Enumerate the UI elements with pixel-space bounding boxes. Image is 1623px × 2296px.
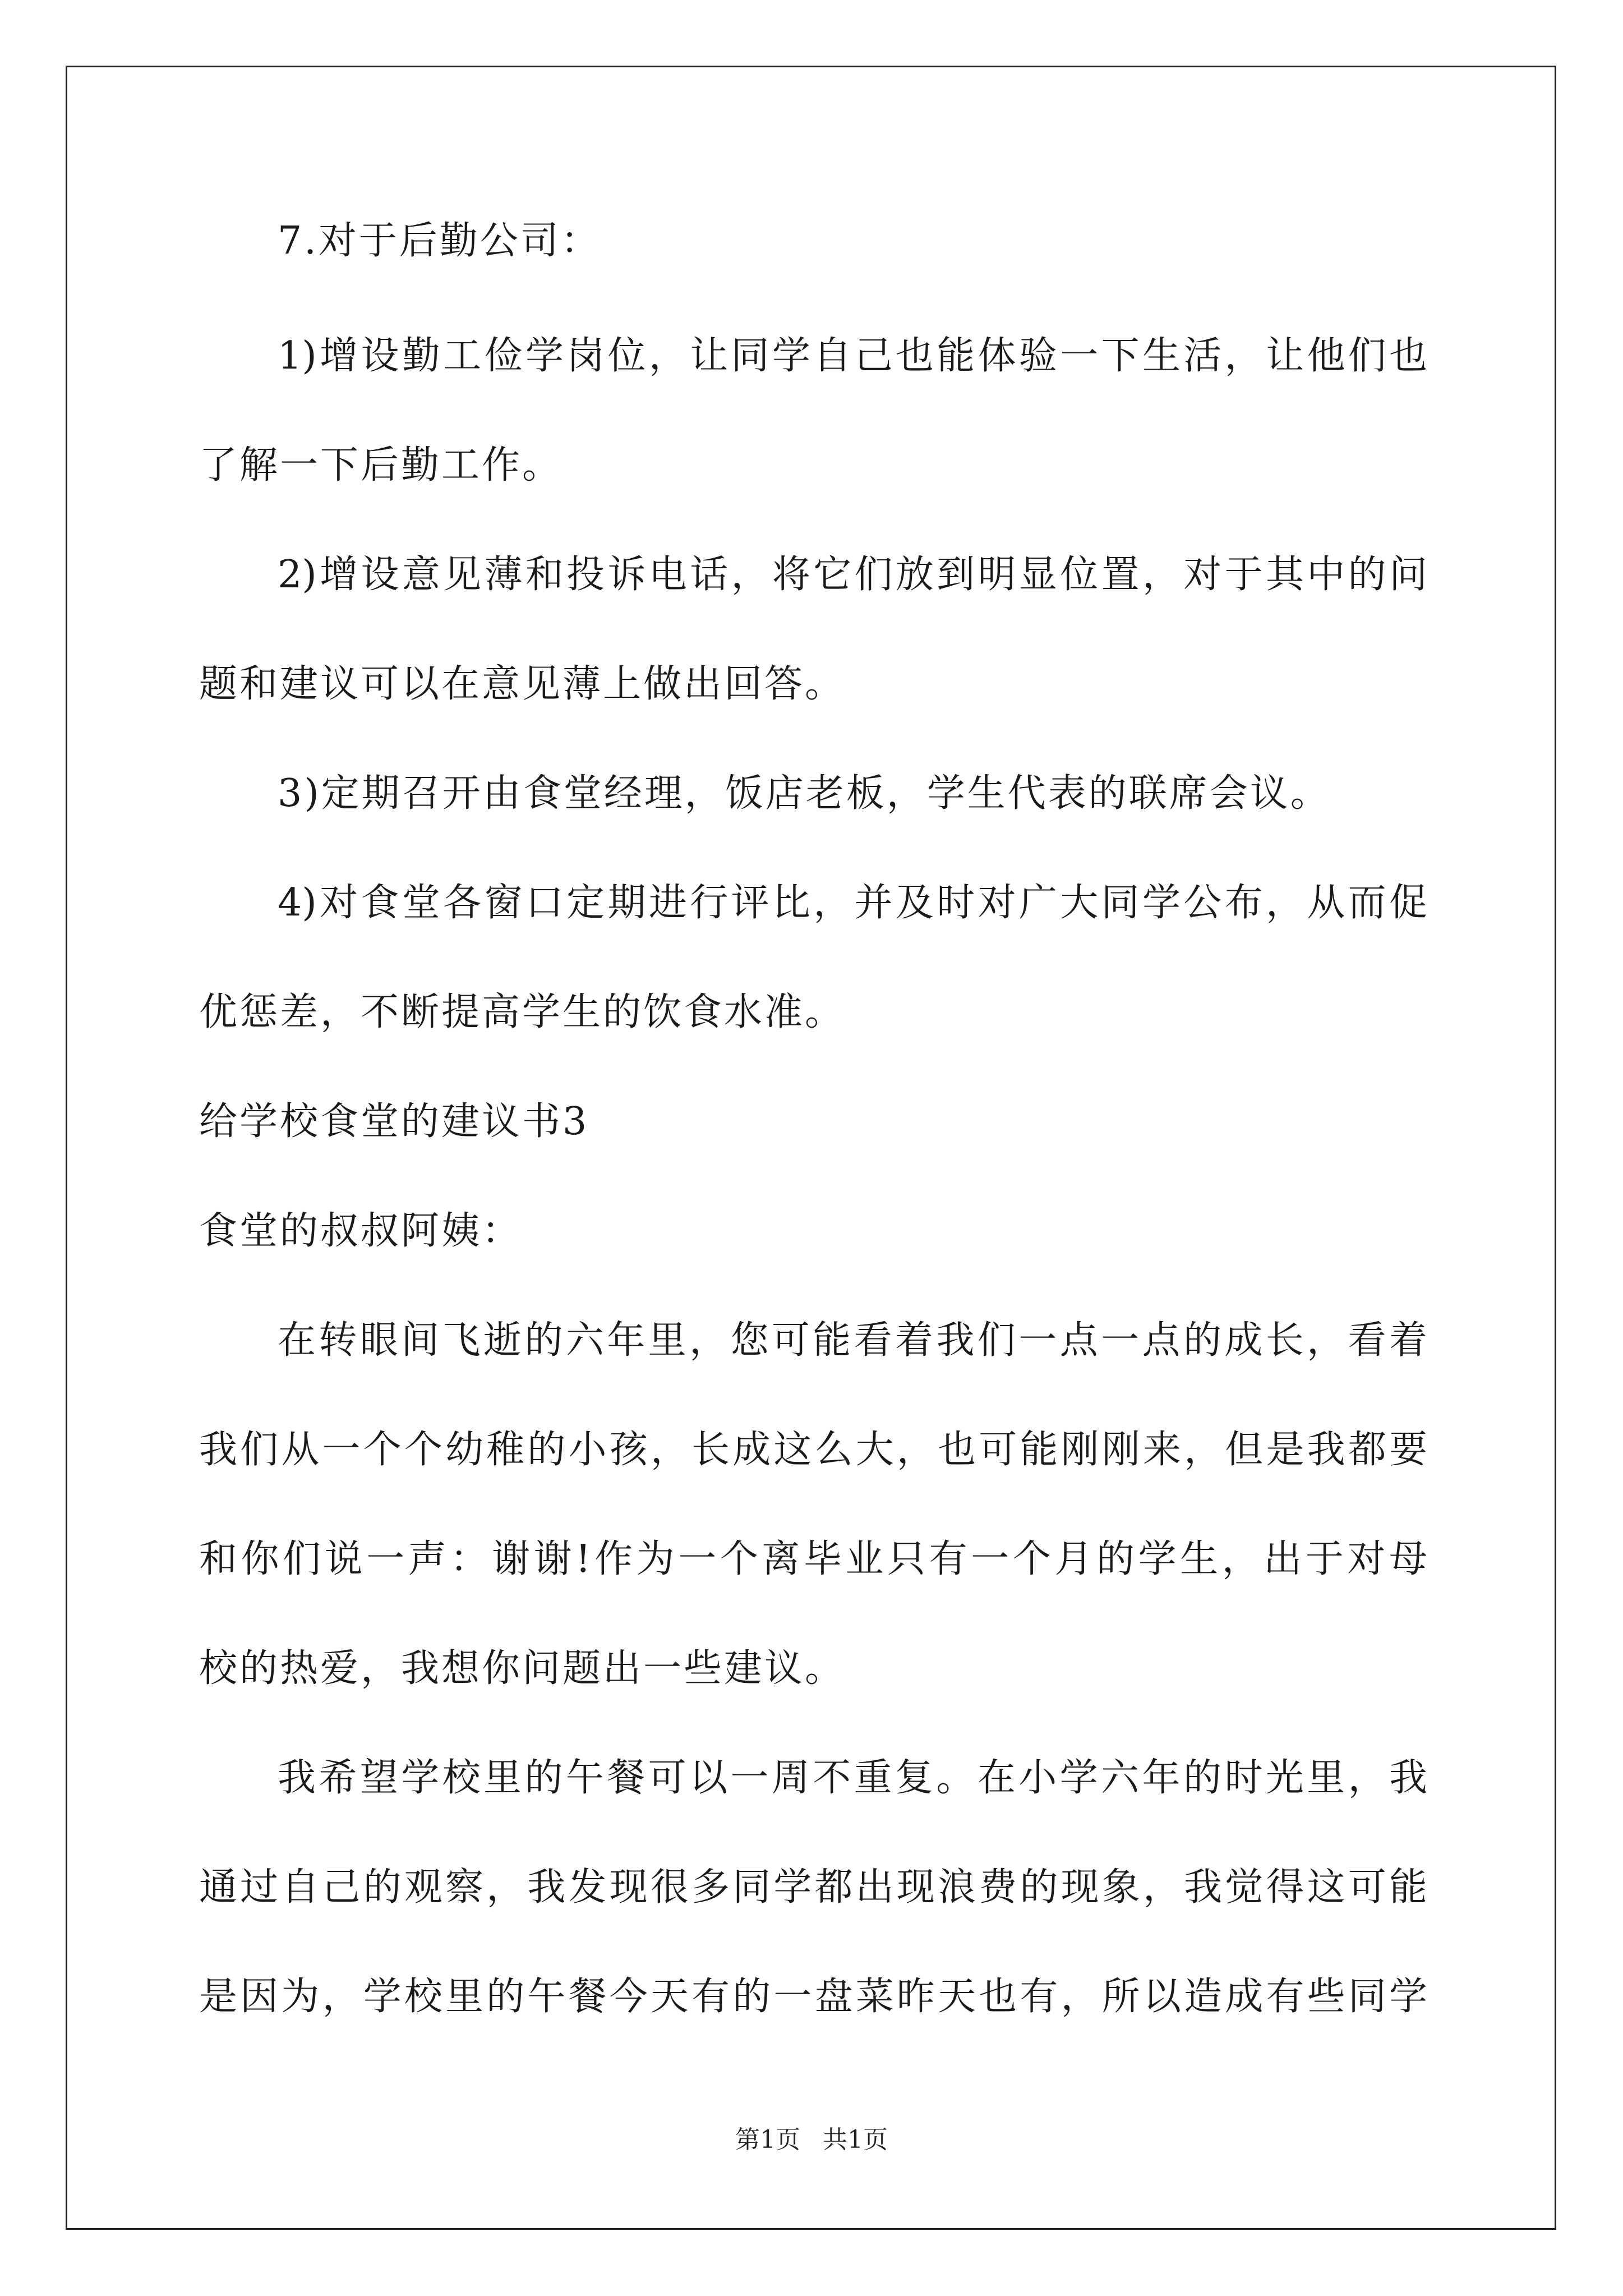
paragraph-line: 我们从一个个幼稚的小孩，长成这么大，也可能刚刚来，但是我都要	[199, 1428, 1427, 1472]
paragraph-line: 校的热爱，我想你问题出一些建议。	[199, 1646, 846, 1691]
paragraph-line: 题和建议可以在意见薄上做出回答。	[199, 662, 846, 706]
paragraph-line: 通过自己的观察，我发现很多同学都出现浪费的现象，我觉得这可能	[199, 1865, 1427, 1910]
paragraph-line: 1)增设勤工俭学岗位，让同学自己也能体验一下生活，让他们也	[278, 334, 1427, 378]
paragraph-line: 优惩差，不断提高学生的饮食水准。	[199, 990, 846, 1034]
paragraph-line: 了解一下后勤工作。	[199, 443, 563, 487]
paragraph-line: 在转眼间飞逝的六年里，您可能看着我们一点一点的成长，看着	[278, 1318, 1427, 1363]
paragraph-line: 是因为，学校里的午餐今天有的一盘菜昨天也有，所以造成有些同学	[199, 1975, 1427, 2019]
paragraph-line: 4)对食堂各窗口定期进行评比，并及时对广大同学公布，从而促	[278, 881, 1427, 925]
paragraph-line: 2)增设意见薄和投诉电话，将它们放到明显位置，对于其中的问	[278, 553, 1427, 597]
salutation: 食堂的叔叔阿姨：	[199, 1209, 523, 1253]
document-title: 给学校食堂的建议书3	[199, 1099, 589, 1144]
page-total: 共1页	[823, 2125, 888, 2154]
section-heading: 7.对于后勤公司：	[278, 219, 601, 263]
paragraph-line: 我希望学校里的午餐可以一周不重复。在小学六年的时光里，我	[278, 1756, 1427, 1800]
page-footer	[0, 2123, 1623, 2157]
page-number: 第1页	[735, 2125, 800, 2154]
paragraph-line: 和你们说一声：谢谢!作为一个离毕业只有一个月的学生，出于对母	[199, 1537, 1427, 1581]
paragraph-line: 3)定期召开由食堂经理，饭店老板，学生代表的联席会议。	[278, 771, 1331, 816]
